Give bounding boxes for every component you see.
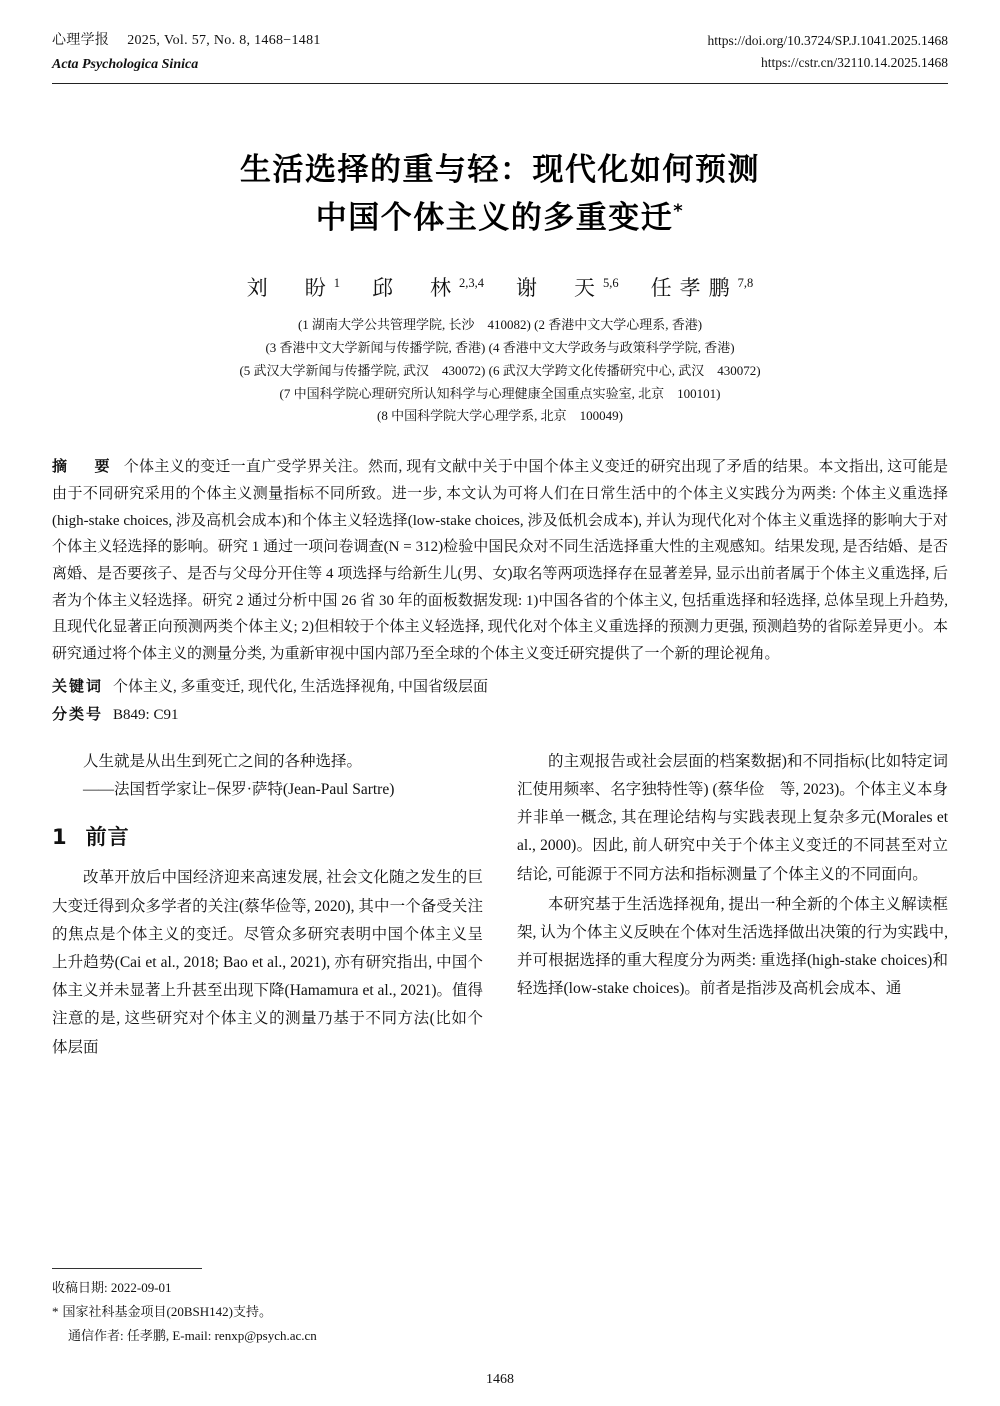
paper-title-line-2-text: 中国个体主义的多重变迁 [315,200,674,237]
journal-title-en: Acta Psychologica Sinica [52,56,199,72]
classification-code: B849: C91 [113,706,179,723]
footnote-block [52,1268,482,1348]
title-block [52,146,948,242]
paper-title-line-1: 生活选择的重与轻：现代化如何预测 [240,152,760,189]
journal-info-line [52,30,321,52]
author-list [52,272,948,302]
running-head-right [707,30,948,73]
author-4-affil-marker: 7,8 [737,276,754,291]
section-number: 1 [52,825,68,850]
author-3-affil-marker: 5,6 [603,276,619,291]
epigraph [52,748,483,804]
title-footnote-marker: * [673,201,685,223]
author-1-affil-marker: 1 [333,276,340,291]
author-3 [516,276,619,300]
running-head [52,30,948,81]
abstract-text: 个体主义的变迁一直广受学界关注。然而, 现有文献中关于中国个体主义变迁的研究出现了矛盾的结果。本文指出, 这可能是由于不同研究采用的个体主义测量指标不同所致。进一步, 本文认为可将人们在日常生活中的个体主义实践分为两类: 个体主义重选择(high-stake choices, 涉及高机会成本)和个体主义轻选择(low-stake choices, 涉及低机会成本), 并认为现代化对个体主义重选择的影响大于对个体主义轻选择的影响。研究 1 通过一项问卷调查(N = 312)检验中国民众对不同生活选择重大性的主观感知。结果发现, 是否结婚、是否离婚、是否要孩子、是否与父母分开住等 4 项选择与给新生儿(男、女)取名等两项选择存在显著差异, 显示出前者属于个体主义重选择, 后者为个体主义轻选择。研究 2 通过分析中国 26 省 30 年的面板数据发现: 1)中国各省的个体主义, 包括重选择和轻选择, 总体呈现上升趋势, 且现代化显著正向预测两类个体主义; 2)但相较于个体主义轻选择, 现代化对个体主义重选择的预测力更强, 预测趋势的省际差异更小。本研究通过将个体主义的测量分类, 为重新审视中国内部乃至全球的个体主义变迁研究提供了一个新的理论视角。 [52,459,948,663]
keywords-text: 个体主义, 多重变迁, 现代化, 生活选择视角, 中国省级层面 [113,678,489,695]
cstr-link[interactable]: https://cstr.cn/32110.14.2025.1468 [761,54,948,70]
classification-label: 分类号 [52,706,104,723]
epigraph-line-2: ——法国哲学家让−保罗·萨特(Jean-Paul Sartre) [83,780,395,798]
author-2 [372,276,484,300]
author-3-name: 谢 天 [516,276,603,301]
affiliation-3: (5 武汉大学新闻与传播学院, 武汉 430072) (6 武汉大学跨文化传播研究中心, 武汉 430072) [239,362,761,378]
author-4-name: 任孝鹏 [650,276,738,301]
corresponding-author: 通信作者: 任孝鹏, E-mail: renxp@psych.ac.cn [68,1327,317,1343]
affiliation-list [52,314,948,428]
column-left [52,748,483,1062]
paragraph: 改革开放后中国经济迎来高速发展, 社会文化随之发生的巨大变迁得到众多学者的关注(蔡华俭等, 2020), 其中一个备受关注的焦点是个体主义的变迁。尽管众多研究表明中国个体主义呈上升趋势(Cai et al., 2018; Bao et al., 2021), 亦有研究指出, 中国个体主义并未显著上升甚至出现下降(Hamamura et al., 2021)。值得注意的是, 这些研究对个体主义的测量乃基于不同方法(比如个体层面 [52,869,483,1056]
funding-note [52,1300,482,1324]
running-head-left [52,30,321,75]
section-title: 前言 [85,825,130,850]
affiliation-2: (3 香港中文大学新闻与传播学院, 香港) (4 香港中文大学政务与政策科学学院, 香港) [265,340,735,356]
author-2-affil-marker: 2,3,4 [459,276,484,291]
keywords-label: 关键词 [52,678,104,695]
abstract-label: 摘 要 [52,459,116,476]
author-1 [247,276,340,300]
issue-info: 2025, Vol. 57, No. 8, 1468−1481 [127,33,321,48]
paper-title-line-2 [52,194,948,242]
paragraph: 本研究基于生活选择视角, 提出一种全新的个体主义解读框架, 认为个体主义反映在个体对生活选择做出决策的行为实践中, 并可根据选择的重大程度分为两类: 重选择(high-stake choices)和轻选择(low-stake choices)。前者是指涉及高机会成本、通 [517,895,948,998]
affiliation-1: (1 湖南大学公共管理学院, 长沙 410082) (2 香港中文大学心理系, 香港) [297,317,703,333]
author-1-name: 刘 盼 [246,276,334,301]
epigraph-line-1: 人生就是从出生到死亡之间的各种选择。 [83,752,363,770]
funding-text: 国家社科基金项目(20BSH142)支持。 [62,1303,272,1319]
received-date: 收稿日期: 2022-09-01 [52,1279,172,1295]
section-heading-1 [52,818,483,856]
header-rule [52,83,948,84]
doi-link[interactable]: https://doi.org/10.3724/SP.J.1041.2025.1468 [707,33,948,48]
affiliation-5: (8 中国科学院大学心理学系, 北京 100049) [377,408,623,424]
page-number: 1468 [486,1372,514,1387]
abstract-block [52,454,948,668]
author-4 [651,276,754,300]
affiliation-4: (7 中国科学院心理研究所认知科学与心理健康全国重点实验室, 北京 100101) [279,385,721,401]
author-2-name: 邱 林 [372,276,459,301]
funding-marker: * [52,1303,59,1319]
column-right [517,748,948,1062]
body-columns [52,748,948,1062]
footnote-rule [52,1268,202,1269]
keywords-row [52,674,948,701]
paragraph: 的主观报告或社会层面的档案数据)和不同指标(比如特定词汇使用频率、名字独特性等) (蔡华俭 等, 2023)。个体主义本身并非单一概念, 其在理论结构与实践表现上复杂多元(Morales et al., 2000)。因此, 前人研究中关于个体主义变迁的不同甚至对立结论, 可能源于不同方法和指标测量了个体主义的不同面向。 [517,752,948,883]
journal-title-cn: 心理学报 [52,33,110,48]
classification-row [52,703,948,724]
